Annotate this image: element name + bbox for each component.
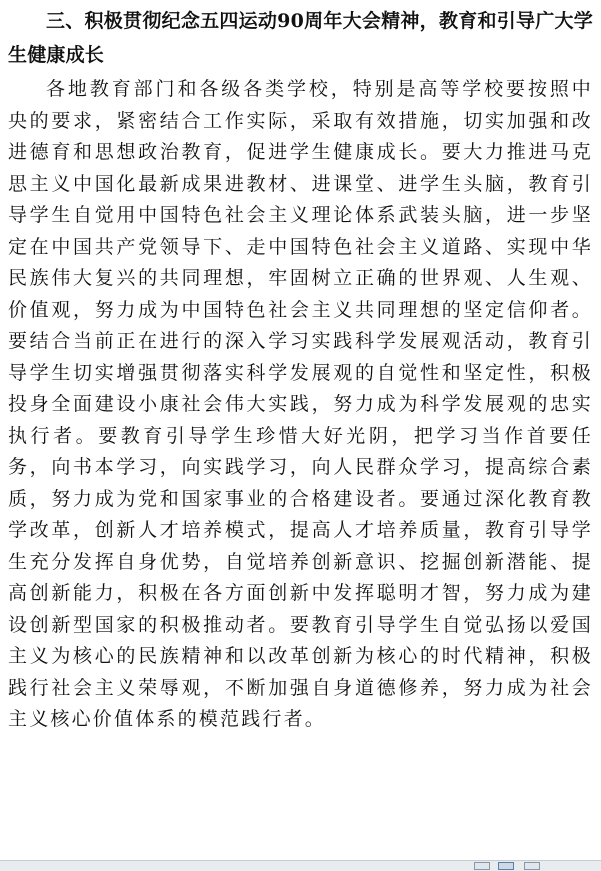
section-heading: 三、积极贯彻纪念五四运动90周年大会精神，教育和引导广大学生健康成长: [8, 10, 593, 66]
view-normal-icon[interactable]: [474, 862, 490, 870]
view-outline-icon[interactable]: [524, 862, 540, 870]
status-bar: [0, 860, 601, 871]
document-body[interactable]: [8, 0, 593, 736]
view-print-layout-icon[interactable]: [498, 862, 514, 870]
body-paragraph: 各地教育部门和各级各类学校，特别是高等学校要按照中央的要求，紧密结合工作实际，采取有效措施，切实加强和改进德育和思想政治教育，促进学生健康成长。要大力推进马克思主义中国化最新成果进教材、进课堂、进学生头脑，教育引导学生自觉用中国特色社会主义理论体系武装头脑，进一步坚定在中国共产党领导下、走中国特色社会主义道路、实现中华民族伟大复兴的共同理想，牢固树立正确的世界观、人生观、价值观，努力成为中国特色社会主义共同理想的坚定信仰者。要结合当前正在进行的深入学习实践科学发展观活动，教育引导学生切实增强贯彻落实科学发展观的自觉性和坚定性，积极投身全面建设小康社会伟大实践，努力成为科学发展观的忠实执行者。要教育引导学生珍惜大好光阴，把学习当作首要任务，向书本学习，向实践学习，向人民群众学习，提高综合素质，努力成为党和国家事业的合格建设者。要通过深化教育教学改革，创新人才培养模式，提高人才培养质量，教育引导学生充分发挥自身优势，自觉培养创新意识、挖掘创新潜能、提高创新能力，积极在各方面创新中发挥聪明才智，努力成为建设创新型国家的积极推动者。要教育引导学生自觉弘扬以爱国主义为核心的民族精神和以改革创新为核心的时代精神，积极践行社会主义荣辱观，不断加强自身道德修养，努力成为社会主义核心价值体系的模范践行者。: [8, 78, 593, 730]
